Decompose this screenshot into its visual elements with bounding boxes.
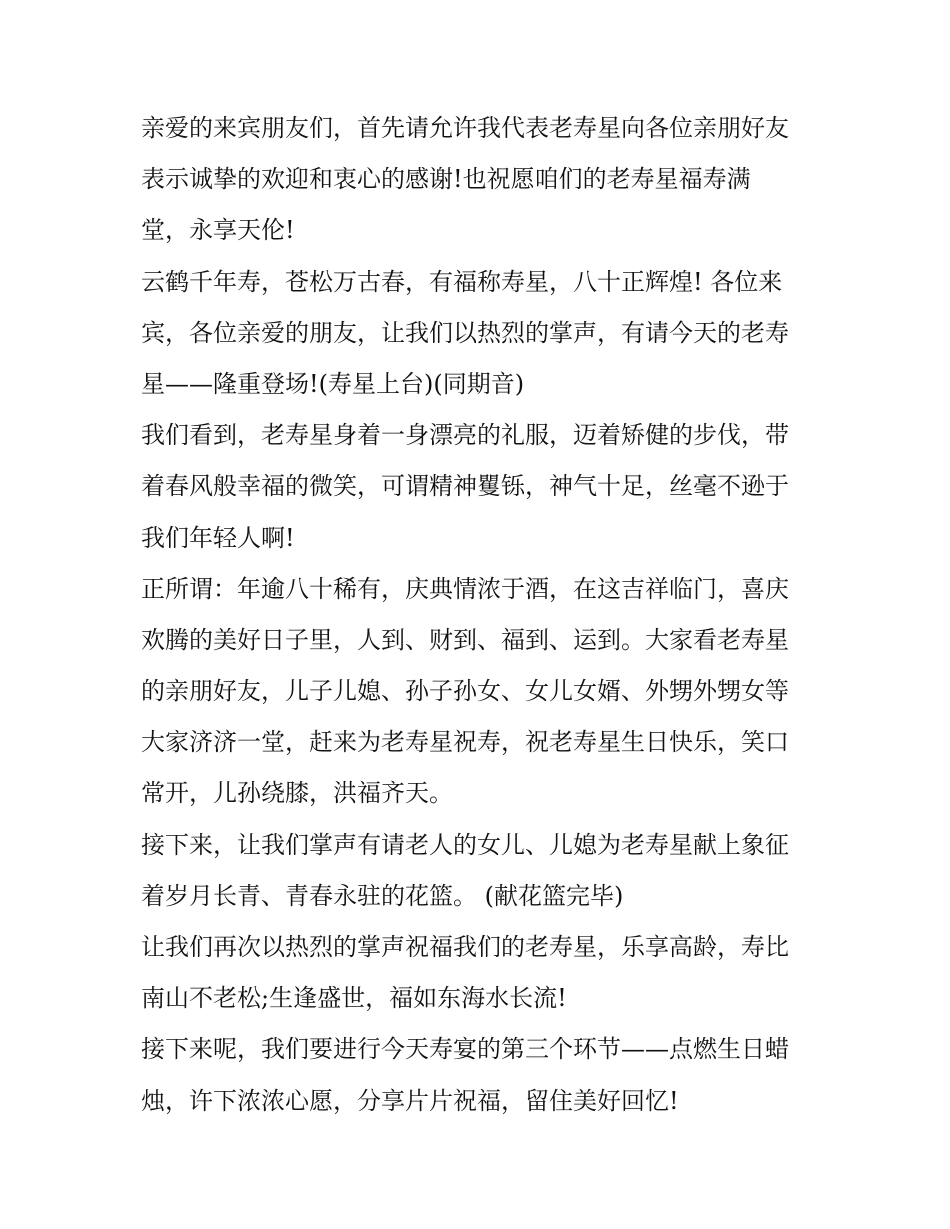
text-line: 表示诚挚的欢迎和衷心的感谢!也祝愿咱们的老寿星福寿满 — [141, 165, 751, 194]
text-line: 烛，许下浓浓心愿，分享片片祝福，留住美好回忆! — [141, 1086, 679, 1115]
text-line: 着岁月长青、青春永驻的花篮。 (献花篮完毕) — [141, 881, 624, 910]
text-line: 星——隆重登场!(寿星上台)(同期音) — [141, 369, 525, 398]
text-line: 堂，永享天伦! — [141, 216, 295, 245]
text-line: 接下来，让我们掌声有请老人的女儿、儿媳为老寿星献上象征 — [141, 830, 789, 859]
text-line: 的亲朋好友，儿子儿媳、孙子孙女、女儿女婿、外甥外甥女等 — [141, 677, 789, 706]
text-line: 欢腾的美好日子里，人到、财到、福到、运到。大家看老寿星 — [141, 625, 789, 654]
text-line: 着春风般幸福的微笑，可谓精神矍铄，神气十足，丝毫不逊于 — [141, 472, 789, 501]
text-line: 正所谓：年逾八十稀有，庆典情浓于酒，在这吉祥临门，喜庆 — [141, 574, 789, 603]
text-line: 云鹤千年寿，苍松万古春，有福称寿星，八十正辉煌! 各位来 — [141, 267, 783, 296]
text-line: 让我们再次以热烈的掌声祝福我们的老寿星，乐享高龄，寿比 — [141, 933, 789, 961]
text-line: 大家济济一堂，赶来为老寿星祝寿，祝老寿星生日快乐，笑口 — [141, 728, 789, 757]
text-line: 常开，儿孙绕膝，洪福齐天。 — [141, 779, 453, 808]
text-line: 南山不老松;生逢盛世，福如东海水长流! — [141, 984, 567, 1013]
text-line: 宾，各位亲爱的朋友，让我们以热烈的掌声，有请今天的老寿 — [141, 318, 789, 347]
text-line: 接下来呢，我们要进行今天寿宴的第三个环节——点燃生日蜡 — [141, 1035, 789, 1064]
body-text — [141, 103, 821, 1127]
text-line: 亲爱的来宾朋友们，首先请允许我代表老寿星向各位亲朋好友 — [141, 114, 789, 142]
text-line: 我们看到，老寿星身着一身漂亮的礼服，迈着矫健的步伐，带 — [141, 421, 789, 450]
text-line: 我们年轻人啊! — [141, 523, 295, 552]
